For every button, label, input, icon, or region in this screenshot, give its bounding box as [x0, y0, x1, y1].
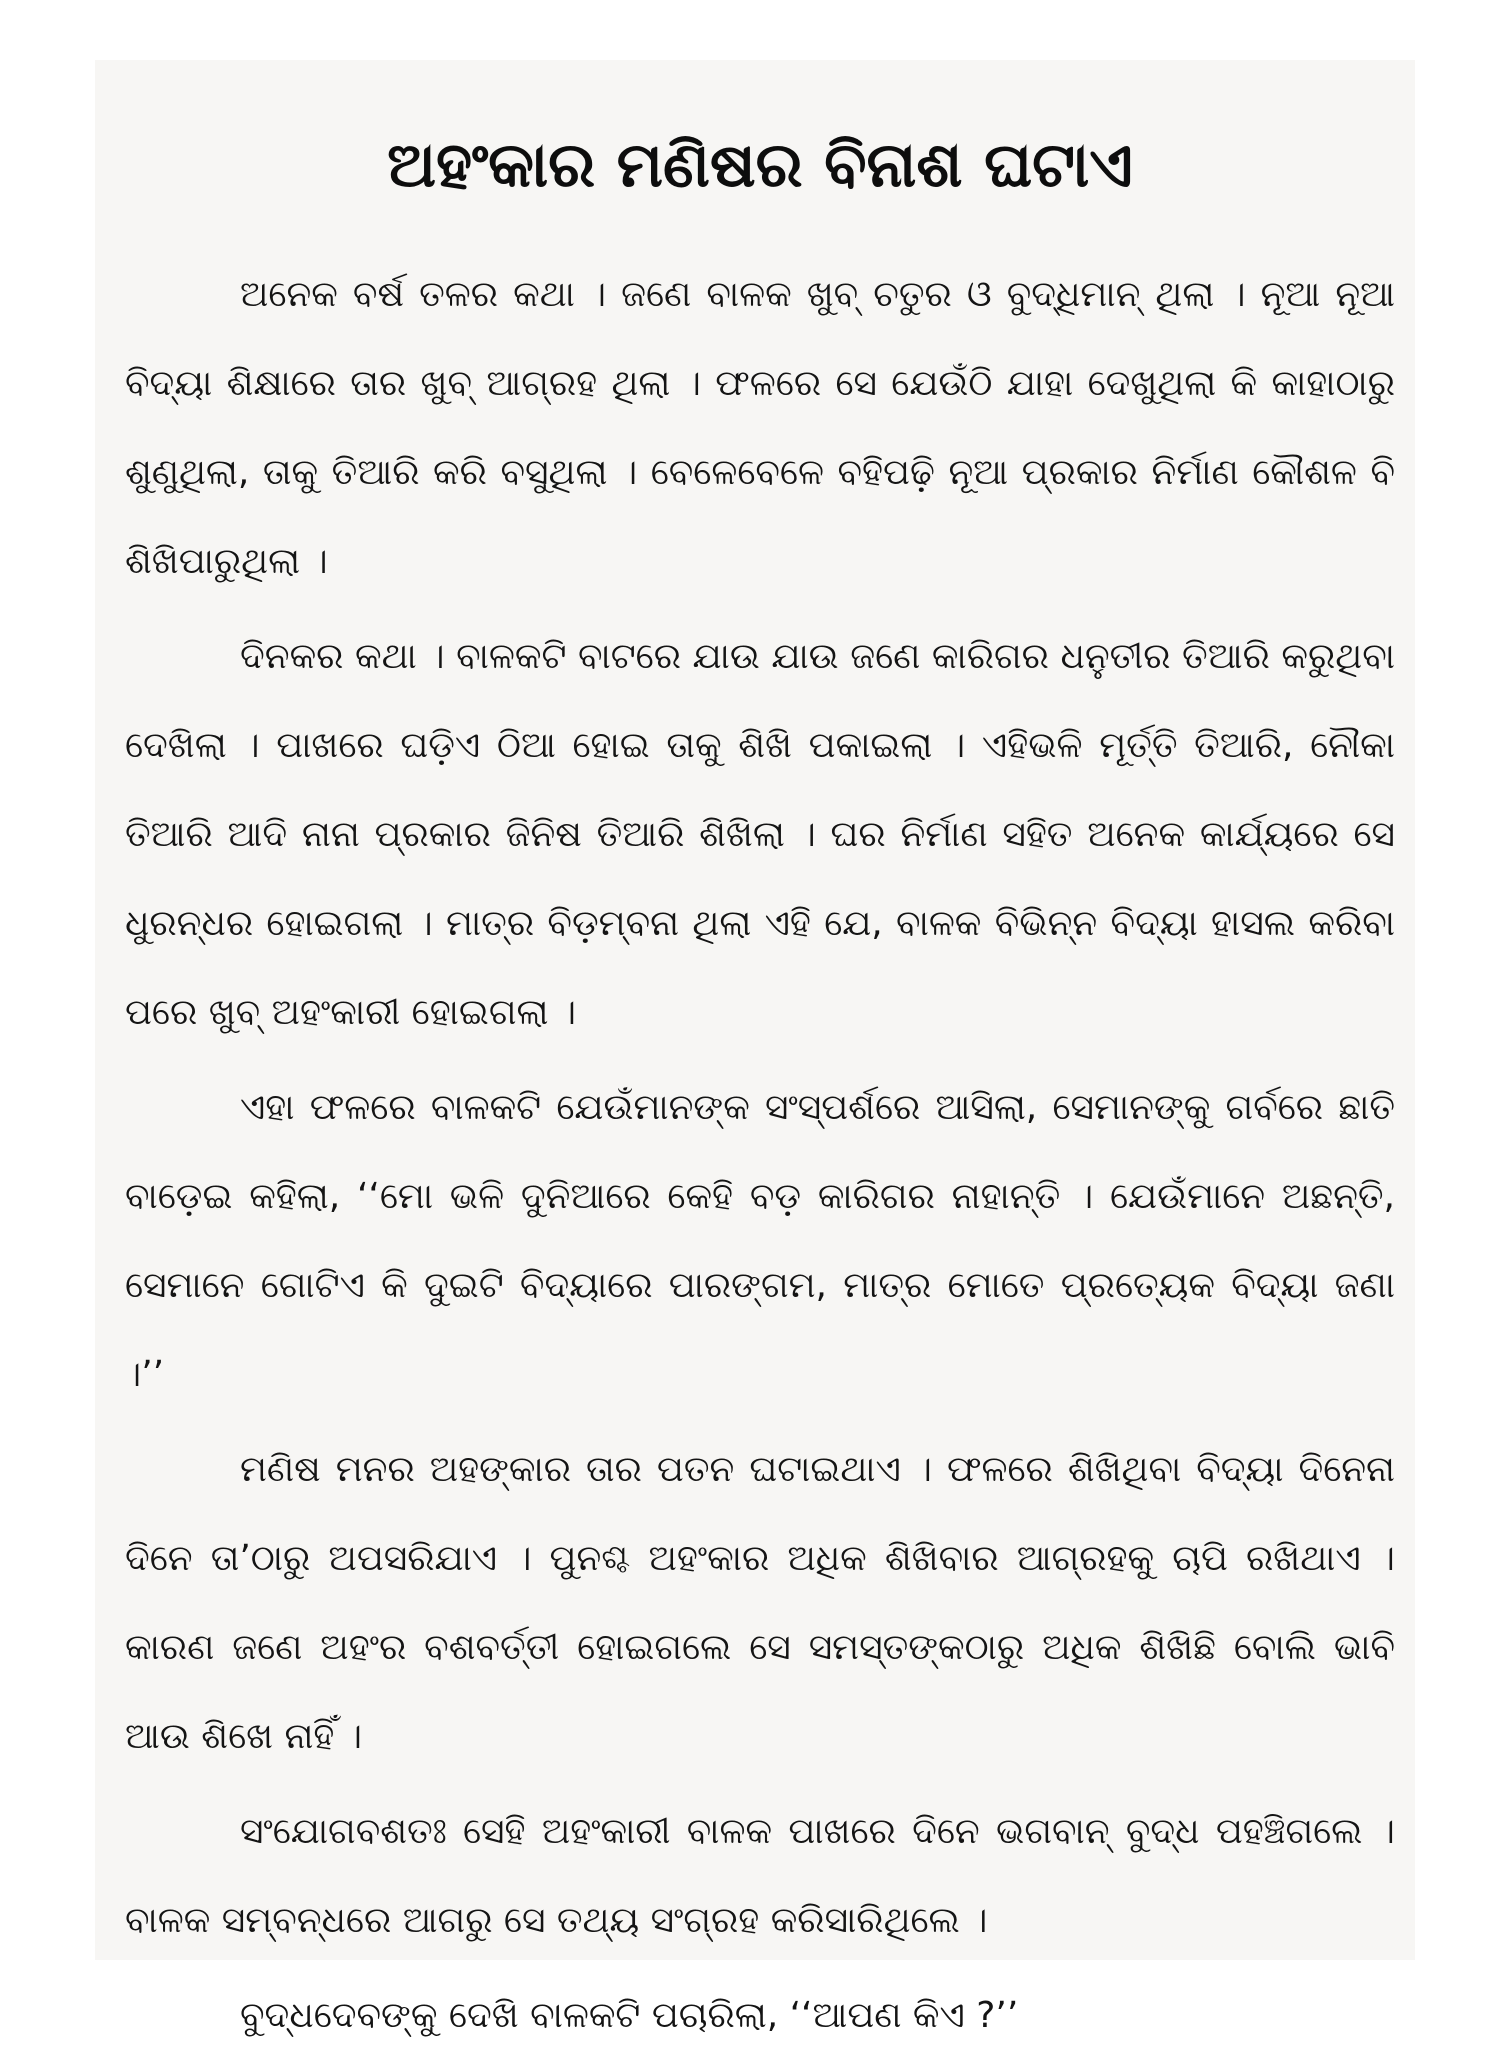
paragraph-5: ସଂଯୋଗବଶତଃ ସେହି ଅହଂକାରୀ ବାଳକ ପାଖରେ ଦିନେ ଭଗବାନ୍ ବୁଦ୍ଧ ପହଞ୍ଚିଗଲେ । ବାଳକ ସମ୍ବନ୍ଧରେ ଆଗରୁ ସେ ତଥ୍ୟ ସଂଗ୍ରହ କରିସାରିଥିଲେ ।	[125, 1811, 1395, 1941]
paragraph-4: ମଣିଷ ମନର ଅହଙ୍କାର ତାର ପତନ ଘଟାଇଥାଏ । ଫଳରେ ଶିଖିଥିବା ବିଦ୍ୟା ଦିନେନା ଦିନେ ତା’ଠାରୁ ଅପସରିଯାଏ । ପୁନଶ୍ଚ ଅହଂକାର ଅଧିକ ଶିଖିବାର ଆଗ୍ରହକୁ ଚାପି ରଖିଥାଏ । କାରଣ ଜଣେ ଅହଂର ବଶବର୍ତ୍ତୀ ହୋଇଗଲେ ସେ ସମସ୍ତଙ୍କଠାରୁ ଅଧିକ ଶିଖିଛି ବୋଲି ଭାବି ଆଉ ଶିଖେ ନାହିଁ ।	[125, 1449, 1395, 1757]
paragraph-1: ଅନେକ ବର୍ଷ ତଳର କଥା । ଜଣେ ବାଳକ ଖୁବ୍ ଚତୁର ଓ ବୁଦ୍ଧିମାନ୍ ଥିଲା । ନୂଆ ନୂଆ ବିଦ୍ୟା ଶିକ୍ଷାରେ ତାର ଖୁବ୍ ଆଗ୍ରହ ଥିଲା । ଫଳରେ ସେ ଯେଉଁଠି ଯାହା ଦେଖୁଥିଲା କି କାହାଠାରୁ ଶୁଣୁଥିଲା, ତାକୁ ତିଆରି କରି ବସୁଥିଲା । ବେଳେବେଳେ ବହିପଢ଼ି ନୂଆ ପ୍ରକାର ନିର୍ମାଣ କୌଶଳ ବି ଶିଖିପାରୁଥିଲା ।	[125, 274, 1395, 582]
story-title: ଅହଂକାର ମଣିଷର ବିନାଶ ଘଟାଏ	[387, 128, 1133, 201]
paragraph-6: ବୁଦ୍ଧଦେବଙ୍କୁ ଦେଖି ବାଳକଟି ପଚାରିଲା, ‘‘ଆପଣ କିଏ ?’’	[240, 1995, 1019, 2036]
paragraph-3: ଏହା ଫଳରେ ବାଳକଟି ଯେଉଁମାନଙ୍କ ସଂସ୍ପର୍ଶରେ ଆସିଲା, ସେମାନଙ୍କୁ ଗର୍ବରେ ଛାତି ବାଡ଼େଇ କହିଲା, ‘‘ମୋ ଭଳି ଦୁନିଆରେ କେହି ବଡ଼ କାରିଗର ନାହାନ୍ତି । ଯେଉଁମାନେ ଅଛନ୍ତି, ସେମାନେ ଗୋଟିଏ କି ଦୁଇଟି ବିଦ୍ୟାରେ ପାରଙ୍ଗମ, ମାତ୍ର ମୋତେ ପ୍ରତ୍ୟେକ ବିଦ୍ୟା ଜଣା ।’’	[125, 1087, 1395, 1395]
paragraph-2: ଦିନକର କଥା । ବାଳକଟି ବାଟରେ ଯାଉ ଯାଉ ଜଣେ କାରିଗର ଧନୁତୀର ତିଆରି କରୁଥିବା ଦେଖିଲା । ପାଖରେ ଘଡ଼ିଏ ଠିଆ ହୋଇ ତାକୁ ଶିଖି ପକାଇଲା । ଏହିଭଳି ମୂର୍ତ୍ତି ତିଆରି, ନୌକା ତିଆରି ଆଦି ନାନା ପ୍ରକାର ଜିନିଷ ତିଆରି ଶିଖିଲା । ଘର ନିର୍ମାଣ ସହିତ ଅନେକ କାର୍ଯ୍ୟରେ ସେ ଧୁରନ୍ଧର ହୋଇଗଲା । ମାତ୍ର ବିଡ଼ମ୍ବନା ଥିଲା ଏହି ଯେ, ବାଳକ ବିଭିନ୍ନ ବିଦ୍ୟା ହାସଲ କରିବା ପରେ ଖୁବ୍ ଅହଂକାରୀ ହୋଇଗଲା ।	[125, 636, 1395, 1033]
story-content	[125, 120, 1395, 2060]
